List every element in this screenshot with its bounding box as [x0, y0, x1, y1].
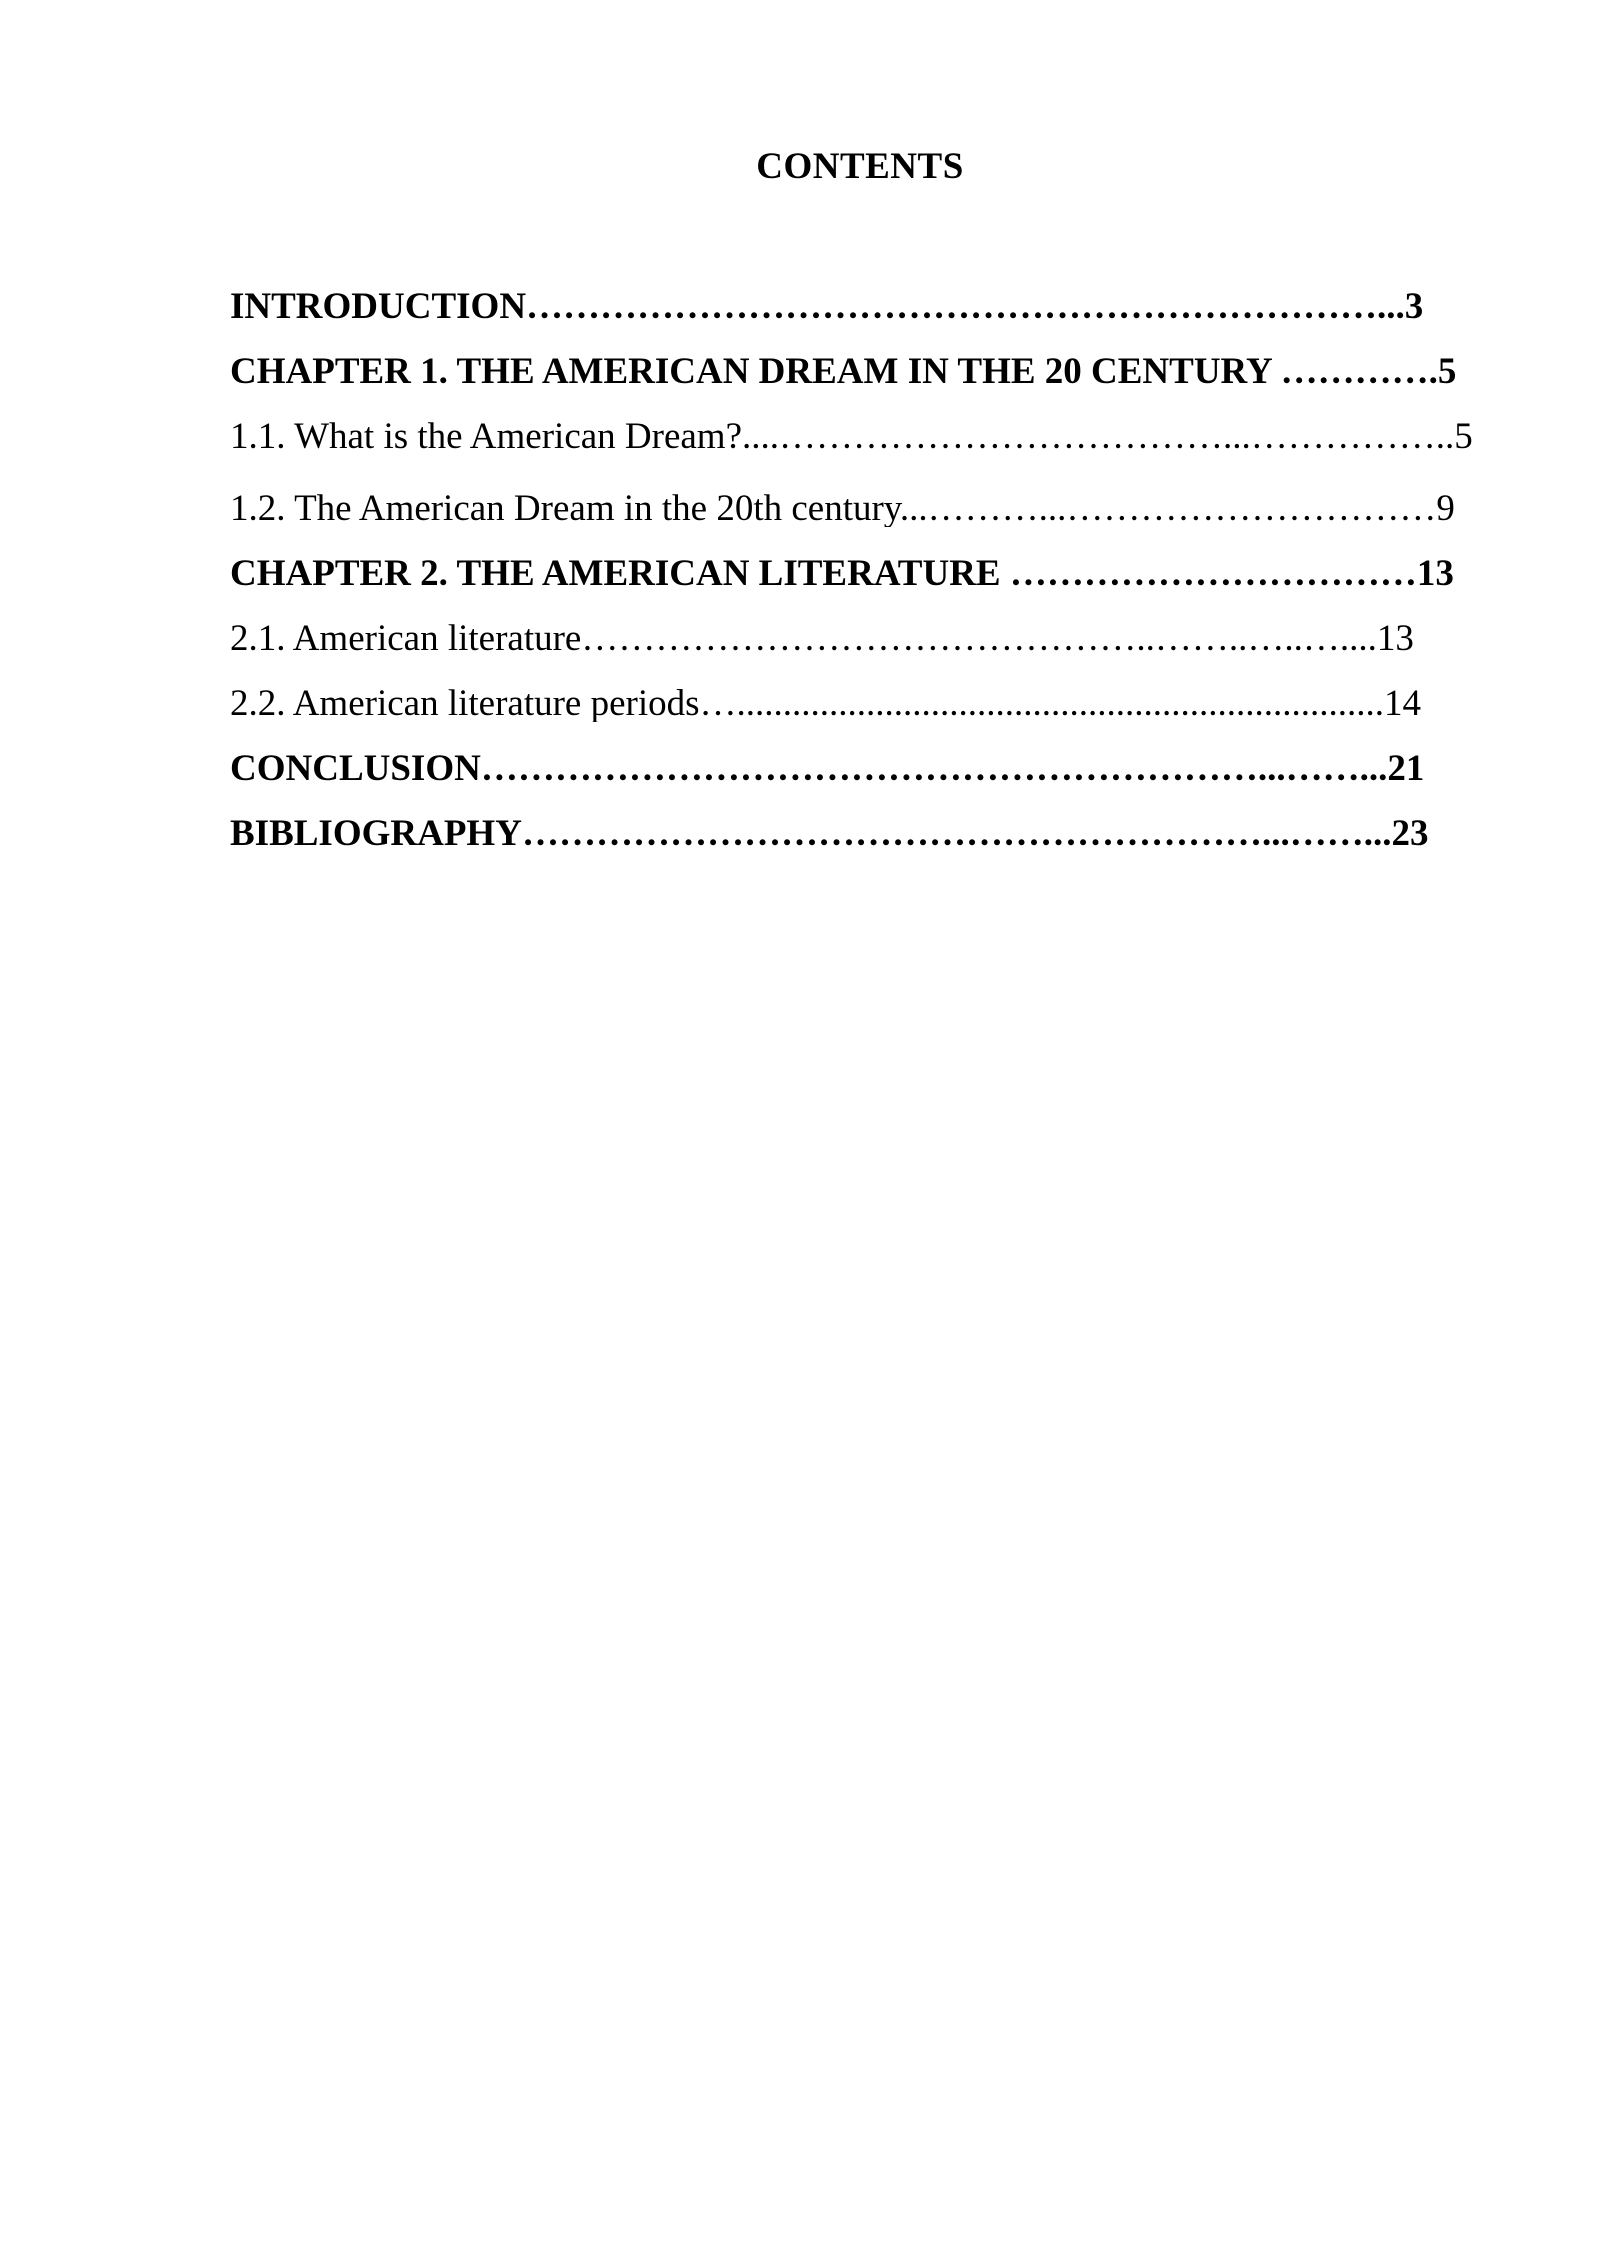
toc-entry-chapter-2 [230, 555, 1490, 592]
toc-entry-introduction [230, 288, 1490, 325]
toc-entry-leader: ………………………………………..……..…..….... [581, 620, 1377, 657]
toc-entry-page: 14 [1384, 685, 1422, 722]
toc-entry-label: 2.2. American literature periods [230, 685, 700, 722]
toc-entry-conclusion [230, 750, 1490, 787]
toc-entry-label: 2.1. American literature [230, 620, 582, 657]
toc-entry-page: 23 [1391, 815, 1429, 852]
toc-entry-chapter-1 [230, 353, 1490, 390]
toc-entry-page: 21 [1387, 750, 1425, 787]
toc-entry-label: CHAPTER 1. THE AMERICAN DREAM IN THE 20 CENTURY [230, 353, 1281, 390]
toc-entry-label: 1.1. What is the American Dream? [230, 418, 743, 455]
toc-entry-label: INTRODUCTION [230, 288, 527, 325]
toc-entry-leader: ………………………………………………………...……... [480, 750, 1388, 787]
toc-entry-page: 3 [1404, 288, 1424, 325]
toc-entry-page: 9 [1436, 490, 1455, 527]
toc-entry-label: BIBLIOGRAPHY [230, 815, 522, 852]
page-title: CONTENTS [756, 146, 964, 187]
toc-entry-section-1-2 [230, 490, 1490, 527]
toc-entry-section-1-1 [230, 418, 1490, 455]
toc-entry-section-2-1 [230, 620, 1490, 657]
toc-entry-leader: ……………………………………………………………... [526, 288, 1405, 325]
toc-entry-leader: …………. [1280, 353, 1438, 390]
toc-entry-page: 5 [1437, 353, 1457, 390]
toc-entry-bibliography [230, 815, 1490, 852]
toc-entry-page: 13 [1376, 620, 1414, 657]
toc-entry-page: 13 [1416, 555, 1454, 592]
toc-entry-leader: …………………………… [1009, 555, 1417, 592]
toc-entry-section-2-2 [230, 685, 1490, 722]
toc-entry-label: CHAPTER 2. THE AMERICAN LITERATURE [230, 555, 1010, 592]
toc-entry-label: CONCLUSION [230, 750, 481, 787]
toc-entry-leader: ……………………………………………………...……... [521, 815, 1392, 852]
toc-entry-label: 1.2. The American Dream in the 20th century [230, 490, 900, 527]
table-of-contents [230, 0, 1490, 900]
toc-entry-leader: ...………...………………………… [899, 490, 1437, 527]
toc-entry-page: 5 [1454, 418, 1473, 455]
toc-entry-leader: …...................................................................... [699, 685, 1385, 722]
toc-entry-leader: ....………………………………...…………….. [742, 418, 1455, 455]
